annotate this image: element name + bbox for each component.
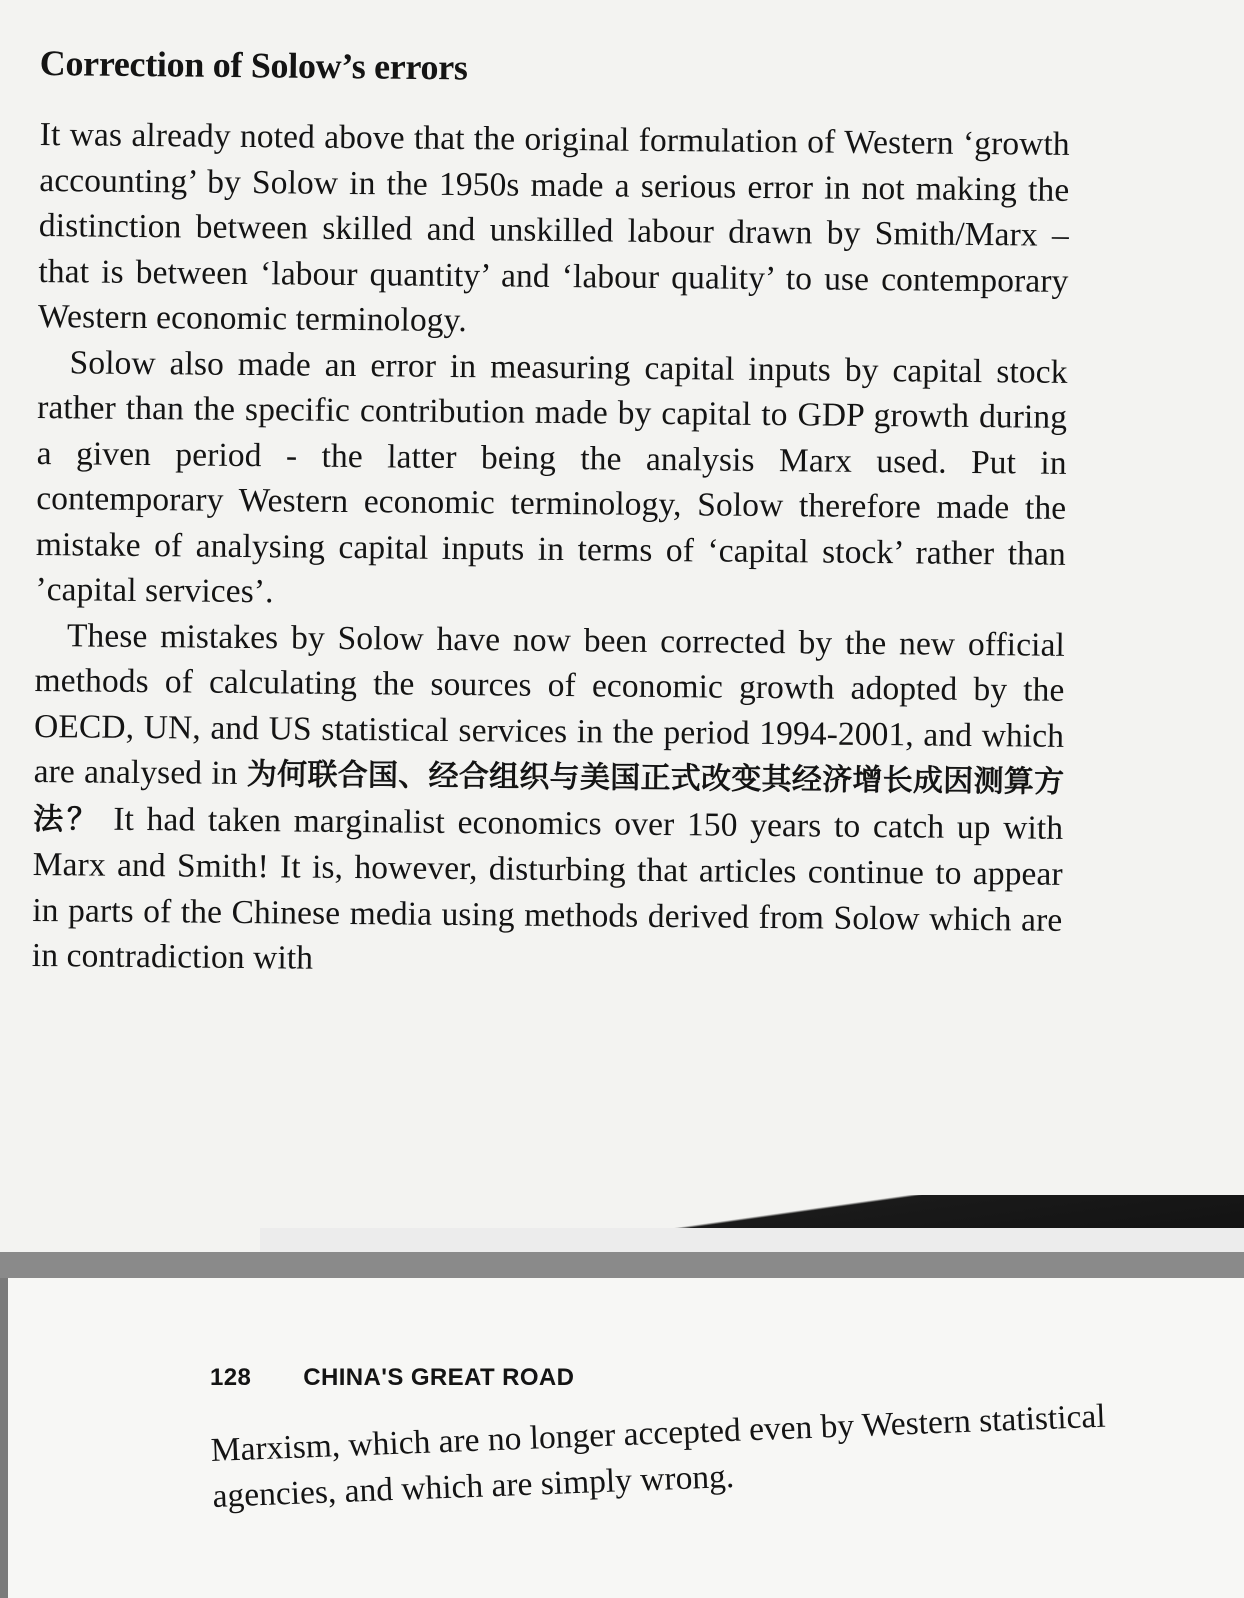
continuation-text	[210, 1389, 1223, 1520]
paragraph-2: Solow also made an error in measuring capital inputs by capital stock rather than the specific contribution made by capital to GDP growth during a given period - the latter being the analysis Marx used. Put in contemporary Western economic terminology, Solow therefore made the mistake of analysing capital inputs in terms of ‘capital stock’ rather than ’capital services’.	[35, 343, 1068, 611]
paragraph-1: It was already noted above that the original formulation of Western ‘growth accounting’ by Solow in the 1950s made a serious error in not making the distinction between skilled and unskilled labour drawn by Smith/Marx – that is between ‘labour quantity’ and ‘labour quality’ to use contemporary Western economic terminology.	[37, 115, 1070, 340]
page-edge	[260, 1228, 1244, 1252]
section-heading: Correction of Solow’s errors	[39, 42, 468, 88]
page-gap	[0, 1252, 1244, 1278]
page-number: 128	[210, 1364, 252, 1391]
running-header	[210, 1364, 574, 1392]
continuation-paragraph: Marxism, which are no longer accepted even by Western statistical agencies, and which are simply wrong.	[210, 1397, 1107, 1515]
running-title: CHINA'S GREAT ROAD	[303, 1364, 575, 1391]
paragraph-3	[32, 612, 1065, 988]
body-text	[32, 112, 1070, 988]
bottom-page	[8, 1278, 1244, 1598]
chinese-article-title: 为何联合国、经合组织与美国正式改变其经济增长成因测算方法？	[33, 757, 1064, 838]
paragraph-3-text-after: It had taken marginalist economics over 150 years to catch up with Marx and Smith! It is, however, disturbing that articles continue to appear in parts of the Chinese media using methods derived from Solow which are in contradiction with	[31, 800, 1064, 977]
paragraph-3-text-before: These mistakes by Solow have now been corrected by the new official methods of calculating the sources of economic growth adopted by the OECD, UN, and US statistical services in the period 1994-2001, and which are analysed in	[33, 616, 1066, 793]
